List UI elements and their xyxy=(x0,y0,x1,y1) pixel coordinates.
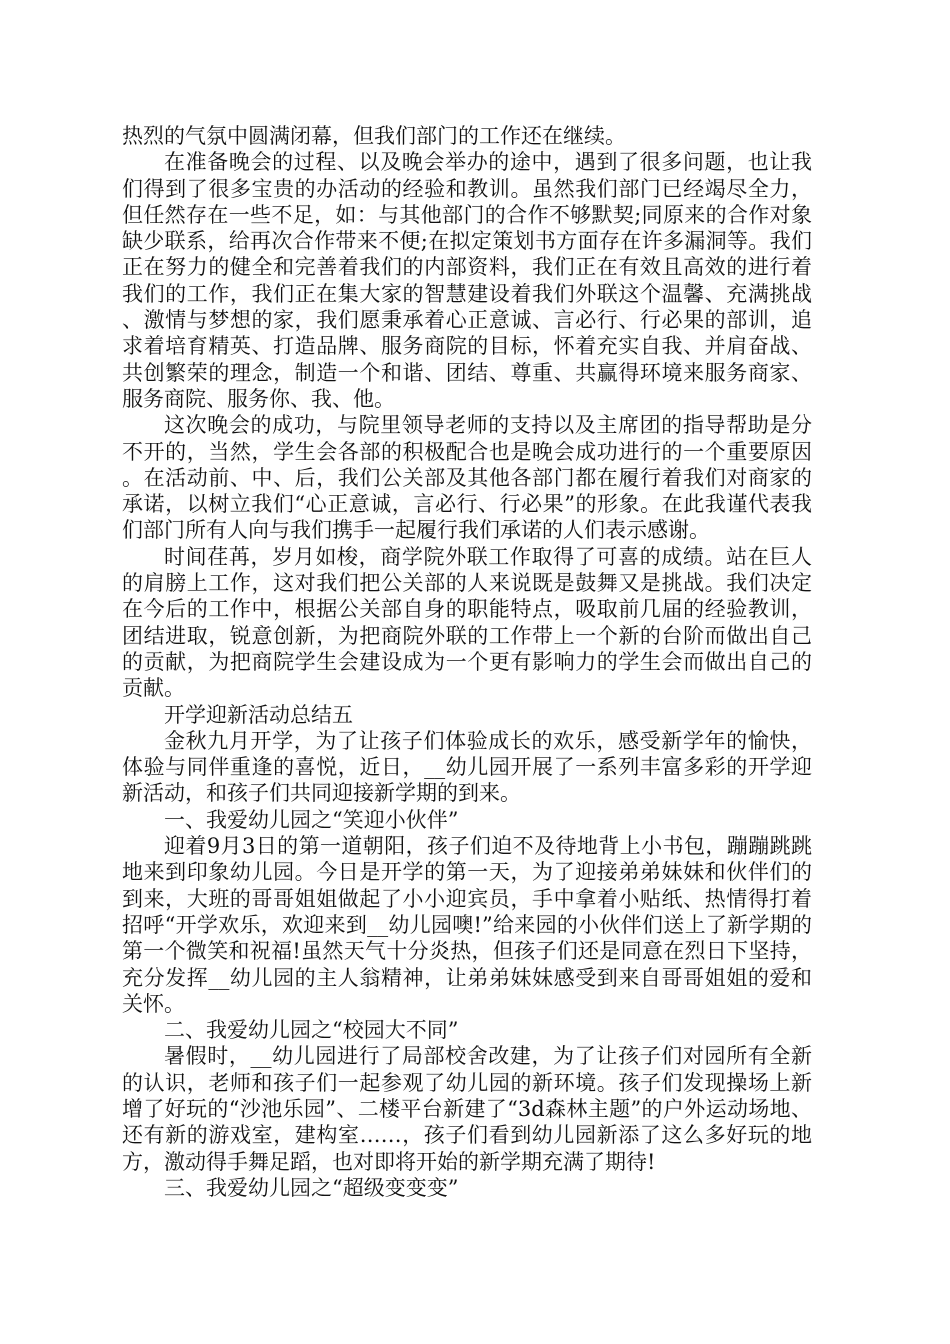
paragraph-party-preparation: 在准备晚会的过程、以及晚会举办的途中，遇到了很多问题，也让我们得到了很多宝贵的办活动的经验和教训。虽然我们部门已经竭尽全力，但任然存在一些不足，如：与其他部门的合作不够默契;同原来的合作对象缺少联系，给再次合作带来不便;在拟定策划书方面存在许多漏洞等。我们正在努力的健全和完善着我们的内部资料，我们正在有效且高效的进行着我们的工作，我们正在集大家的智慧建设着我们外联这个温馨、充满挑战、激情与梦想的家，我们愿秉承着心正意诚、言必行、行必果的部训，追求着培育精英、打造品牌、服务商院的目标，怀着充实自我、并肩奋战、共创繁荣的理念，制造一个和谐、团结、尊重、共赢得环境来服务商家、服务商院、服务你、我、他。 xyxy=(122,150,812,411)
subheading-super-change: 三、我爱幼儿园之“超级变变变” xyxy=(164,1175,459,1200)
paragraph-party-success: 这次晚会的成功，与院里领导老师的支持以及主席团的指导帮助是分不开的，当然，学生会各部的积极配合也是晚会成功进行的一个重要原因。在活动前、中、后，我们公关部及其他各部门都在履行着我们对商家的承诺，以树立我们“心正意诚，言必行、行必果”的形象。在此我谨代表我们部门所有人向与我们携手一起履行我们承诺的人们表示感谢。 xyxy=(122,413,812,543)
subheading-welcome-friends: 一、我爱幼儿园之“笑迎小伙伴” xyxy=(164,807,459,832)
paragraph-campus-renovation: 暑假时，__幼儿园进行了局部校舍改建，为了让孩子们对园所有全新的认识，老师和孩子们一起参观了幼儿园的新环境。孩子们发现操场上新增了好玩的“沙池乐园”、二楼平台新建了“3d森林主题”的户外运动场地、还有新的游戏室，建构室……，孩子们看到幼儿园新添了这么多好玩的地方，激动得手舞足蹈，也对即将开始的新学期充满了期待! xyxy=(122,1044,812,1174)
section-heading-summary-five: 开学迎新活动总结五 xyxy=(164,702,353,727)
paragraph-autumn-intro: 金秋九月开学，为了让孩子们体验成长的欢乐，感受新学年的愉快，体验与同伴重逢的喜悦，近日，__幼儿园开展了一系列丰富多彩的开学迎新活动，和孩子们共同迎接新学期的到来。 xyxy=(122,728,812,806)
paragraph-continuation: 热烈的气氛中圆满闭幕，但我们部门的工作还在继续。 xyxy=(122,124,626,148)
paragraph-future-work: 时间荏苒，岁月如梭，商学院外联工作取得了可喜的成绩。站在巨人的肩膀上工作，这对我们把公关部的人来说既是鼓舞又是挑战。我们决定在今后的工作中，根据公关部自身的职能特点，吸取前几届的经验教训，团结进取，锐意创新，为把商院外联的工作带上一个新的台阶而做出自己的贡献，为把商院学生会建设成为一个更有影响力的学生会而做出自己的贡献。 xyxy=(122,544,812,701)
document-body xyxy=(122,123,812,1201)
subheading-campus-different: 二、我爱幼儿园之“校园大不同” xyxy=(164,1018,459,1043)
paragraph-first-day: 迎着9月3日的第一道朝阳，孩子们迫不及待地背上小书包，蹦蹦跳跳地来到印象幼儿园。今日是开学的第一天，为了迎接弟弟妹妹和伙伴们的到来，大班的哥哥姐姐做起了小小迎宾员，手中拿着小贴纸、热情得打着招呼“开学欢乐，欢迎来到__幼儿园噢!”给来园的小伙伴们送上了新学期的第一个微笑和祝福!虽然天气十分炎热，但孩子们还是同意在烈日下坚持，充分发挥__幼儿园的主人翁精神，让弟弟妹妹感受到来自哥哥姐姐的爱和关怀。 xyxy=(122,834,812,1016)
